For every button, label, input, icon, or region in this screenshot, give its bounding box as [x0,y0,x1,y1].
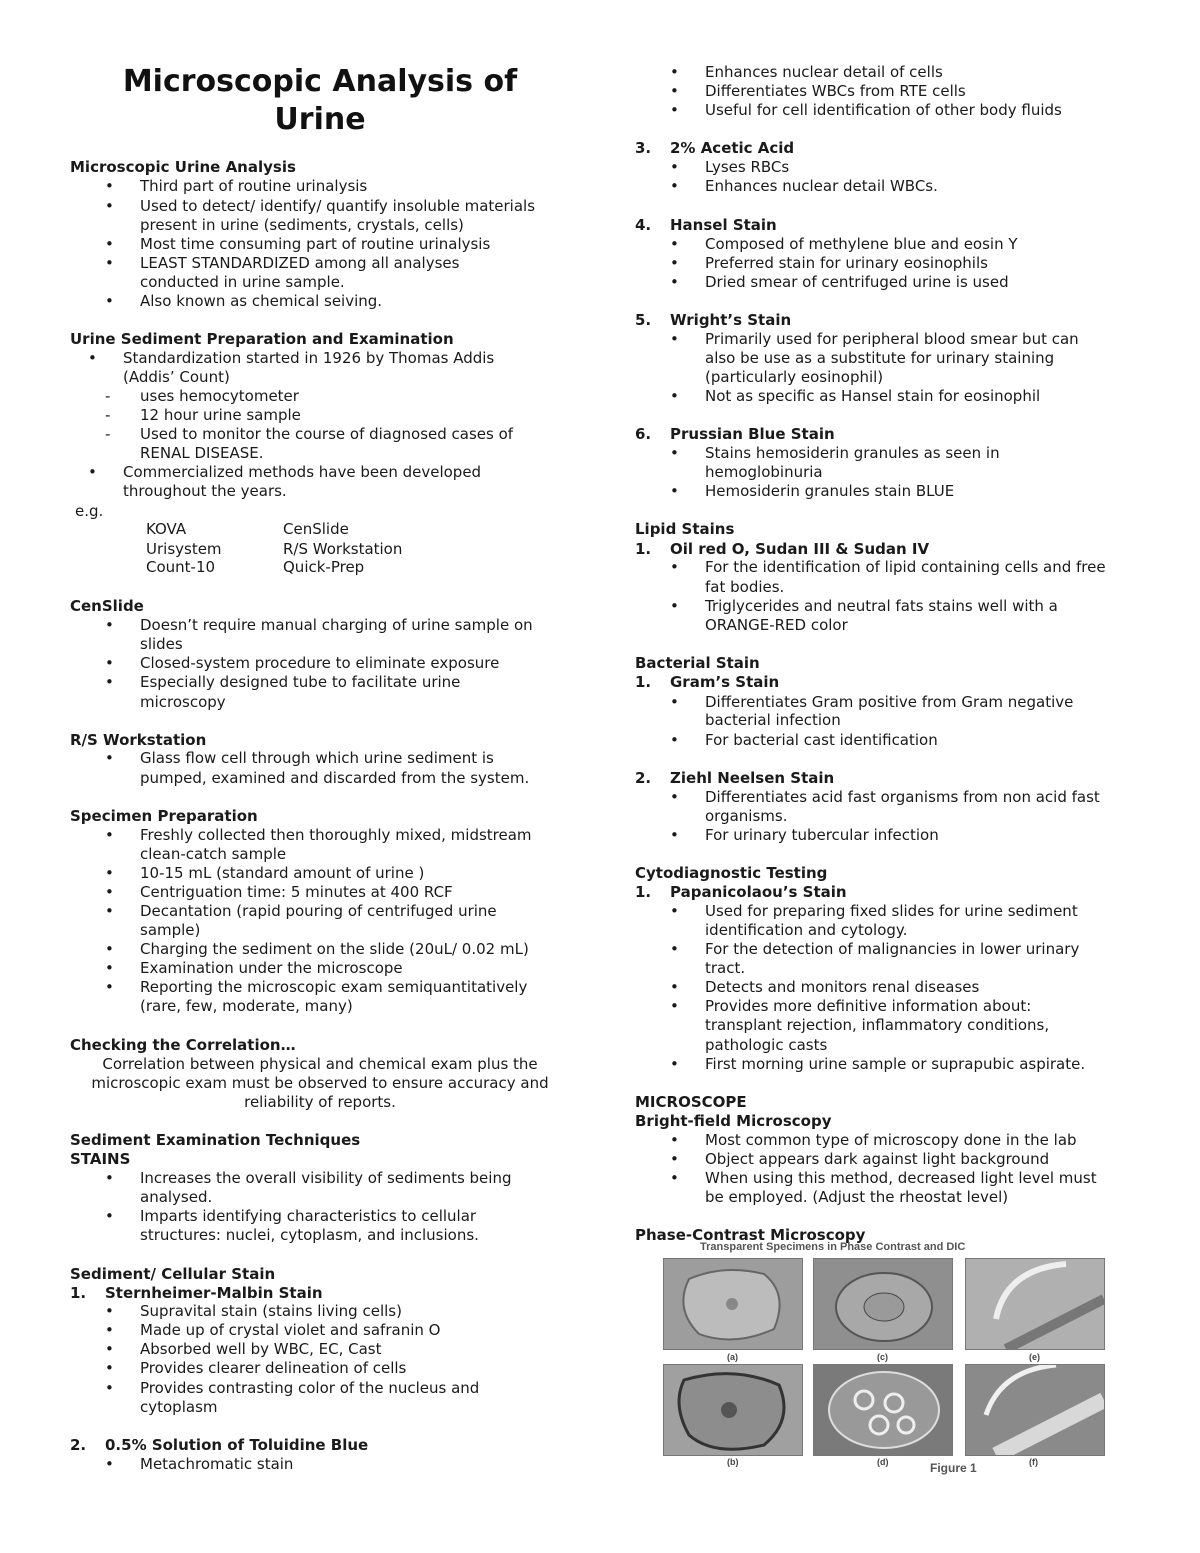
list-item: • Dried smear of centrifuged urine is used [705,273,1009,292]
stain-heading: Ziehl Neelsen Stain [670,769,835,787]
list-item: • Differentiates WBCs from RTE cells [705,82,966,101]
section-heading: Checking the Correlation… [70,1036,296,1054]
list-item: • Made up of crystal violet and safranin O [140,1321,440,1340]
list-item: • For the detection of malignancies in lower urinary [705,940,1079,959]
list-item: • When using this method, decreased light level must [705,1169,1097,1188]
list-item: • Preferred stain for urinary eosinophils [705,254,988,273]
list-item-cont: present in urine (sediments, crystals, cells) [140,216,464,234]
panel-label: (c) [877,1352,888,1362]
list-item-cont: bacterial infection [705,711,841,729]
list-item: • For the identification of lipid containing cells and free [705,558,1106,577]
list-item: • Provides more definitive information about: [705,997,1031,1016]
stain-heading: Gram’s Stain [670,673,780,691]
list-item: • Closed-system procedure to eliminate exposure [140,654,499,673]
list-item: • Reporting the microscopic exam semiquantitatively [140,978,527,997]
list-item: • Third part of routine urinalysis [140,177,367,196]
list-item-cont: cytoplasm [140,1398,218,1416]
list-item: • Provides contrasting color of the nucleus and [140,1379,479,1398]
list-item-cont: structures: nuclei, cytoplasm, and inclusions. [140,1226,479,1244]
section-heading: Urine Sediment Preparation and Examination [70,330,454,348]
section-heading: CenSlide [70,597,144,615]
list-item-cont: microscopy [140,693,226,711]
panel-label: (b) [727,1457,739,1467]
paragraph-line: Correlation between physical and chemical exam plus the [102,1055,538,1073]
figure-footer: Figure 1 [930,1461,977,1475]
list-item-cont: pumped, examined and discarded from the system. [140,769,530,787]
list-item-cont: slides [140,635,183,653]
method-name: KOVA [146,520,187,538]
list-item: • Freshly collected then thoroughly mixed, midstream [140,826,532,845]
list-item: • Used to detect/ identify/ quantify insoluble materials [140,197,535,216]
list-item: • Differentiates acid fast organisms from non acid fast [705,788,1100,807]
list-item-cont: tract. [705,959,746,977]
list-item: • Most time consuming part of routine urinalysis [140,235,490,254]
list-item: - uses hemocytometer [140,387,299,406]
list-item-cont: also be use as a substitute for urinary staining [705,349,1055,367]
list-item: • Especially designed tube to facilitate urine [140,673,460,692]
micrograph-panel [663,1364,803,1456]
list-item: - 12 hour urine sample [140,406,301,425]
panel-label: (e) [1029,1352,1040,1362]
list-item-cont: transplant rejection, inflammatory conditions, [705,1016,1050,1034]
cell-image [966,1259,1104,1349]
micrograph-panel [965,1258,1105,1350]
list-item: • Standardization started in 1926 by Thomas Addis [123,349,494,368]
list-item: • First morning urine sample or suprapubic aspirate. [705,1055,1085,1074]
micrograph-panel [813,1364,953,1456]
subsection-heading: Bright-field Microscopy [635,1112,832,1130]
figure-caption: Transparent Specimens in Phase Contrast and DIC [700,1241,966,1253]
section-heading: Bacterial Stain [635,654,760,672]
method-name: R/S Workstation [283,540,403,558]
list-item: • Enhances nuclear detail WBCs. [705,177,938,196]
phase-contrast-figure [635,1240,1115,1475]
subsection-heading: STAINS [70,1150,131,1168]
list-item-cont: (Addis’ Count) [123,368,230,386]
list-item: • Glass flow cell through which urine sediment is [140,749,494,768]
stain-heading: Sternheimer-Malbin Stain [105,1284,323,1302]
method-name: Count-10 [146,558,216,576]
section-heading: MICROSCOPE [635,1093,747,1111]
list-item-cont: identification and cytology. [705,921,908,939]
list-item: • Triglycerides and neutral fats stains well with a [705,597,1058,616]
list-item: • Useful for cell identification of other body fluids [705,101,1062,120]
list-item: • Most common type of microscopy done in the lab [705,1131,1077,1150]
paragraph-line: reliability of reports. [244,1093,396,1111]
list-number: 1. [70,1284,87,1302]
list-number: 2. [635,769,652,787]
micrograph-panel [813,1258,953,1350]
stain-heading: Hansel Stain [670,216,777,234]
list-item: • Also known as chemical seiving. [140,292,382,311]
stain-heading: 2% Acetic Acid [670,139,795,157]
list-number: 6. [635,425,652,443]
micrograph-panel [663,1258,803,1350]
list-item-cont: fat bodies. [705,578,785,596]
list-item: • Centriguation time: 5 minutes at 400 RCF [140,883,453,902]
list-number: 1. [635,673,652,691]
list-item-cont: ORANGE-RED color [705,616,848,634]
list-item: • Object appears dark against light background [705,1150,1049,1169]
list-item: • LEAST STANDARDIZED among all analyses [140,254,459,273]
list-item-cont: organisms. [705,807,788,825]
list-item: • Stains hemosiderin granules as seen in [705,444,1000,463]
subsection-heading: Phase-Contrast Microscopy [635,1226,866,1244]
list-number: 1. [635,540,652,558]
method-name: Quick-Prep [283,558,365,576]
list-item-cont: RENAL DISEASE. [140,444,264,462]
list-item-cont: pathologic casts [705,1036,828,1054]
list-item: • Charging the sediment on the slide (20uL/ 0.02 mL) [140,940,529,959]
list-item: • Used for preparing fixed slides for urine sediment [705,902,1078,921]
list-item: • Increases the overall visibility of sediments being [140,1169,511,1188]
list-item: • For urinary tubercular infection [705,826,939,845]
stain-heading: 0.5% Solution of Toluidine Blue [105,1436,369,1454]
section-heading: R/S Workstation [70,731,207,749]
cell-image [814,1365,952,1455]
list-item: • For bacterial cast identification [705,731,938,750]
list-item-cont: be employed. (Adjust the rheostat level) [705,1188,1009,1206]
list-number: 2. [70,1436,87,1454]
section-heading: Lipid Stains [635,520,735,538]
method-name: Urisystem [146,540,222,558]
list-item: • Examination under the microscope [140,959,403,978]
list-item: • Detects and monitors renal diseases [705,978,979,997]
list-item: • Metachromatic stain [140,1455,293,1474]
list-item-cont: (particularly eosinophil) [705,368,884,386]
list-item: • Composed of methylene blue and eosin Y [705,235,1018,254]
list-number: 5. [635,311,652,329]
list-item: • Absorbed well by WBC, EC, Cast [140,1340,381,1359]
list-item: • Lyses RBCs [705,158,789,177]
list-item: • Commercialized methods have been developed [123,463,481,482]
list-number: 4. [635,216,652,234]
list-number: 3. [635,139,652,157]
panel-label: (f) [1029,1457,1038,1467]
method-name: CenSlide [283,520,349,538]
list-item: • Primarily used for peripheral blood smear but can [705,330,1079,349]
cell-image [966,1365,1104,1455]
list-item-cont: throughout the years. [123,482,287,500]
list-item: - Used to monitor the course of diagnosed cases of [140,425,513,444]
list-item: • 10-15 mL (standard amount of urine ) [140,864,424,883]
section-heading: Cytodiagnostic Testing [635,864,828,882]
micrograph-panel [965,1364,1105,1456]
section-heading: Specimen Preparation [70,807,258,825]
cell-image [814,1259,952,1349]
stain-heading: Wright’s Stain [670,311,792,329]
list-item: • Hemosiderin granules stain BLUE [705,482,954,501]
list-item: • Not as specific as Hansel stain for eosinophil [705,387,1040,406]
eg-label: e.g. [75,502,104,520]
section-heading: Sediment Examination Techniques [70,1131,361,1149]
list-item-cont: conducted in urine sample. [140,273,345,291]
list-item: • Differentiates Gram positive from Gram negative [705,693,1073,712]
paragraph-line: microscopic exam must be observed to ensure accuracy and [91,1074,549,1092]
list-item: • Supravital stain (stains living cells) [140,1302,402,1321]
list-item: • Enhances nuclear detail of cells [705,63,943,82]
section-heading: Sediment/ Cellular Stain [70,1265,276,1283]
list-item: • Imparts identifying characteristics to cellular [140,1207,476,1226]
stain-heading: Papanicolaou’s Stain [670,883,847,901]
cell-image [664,1365,802,1455]
list-item-cont: sample) [140,921,201,939]
stain-heading: Oil red O, Sudan III & Sudan IV [670,540,930,558]
list-item-cont: hemoglobinuria [705,463,823,481]
list-item: • Doesn’t require manual charging of urine sample on [140,616,533,635]
stain-heading: Prussian Blue Stain [670,425,835,443]
section-heading: Microscopic Urine Analysis [70,158,296,176]
list-item-cont: clean-catch sample [140,845,287,863]
cell-image [664,1259,802,1349]
list-number: 1. [635,883,652,901]
panel-label: (a) [727,1352,738,1362]
list-item: • Decantation (rapid pouring of centrifuged urine [140,902,497,921]
panel-label: (d) [877,1457,889,1467]
list-item-cont: (rare, few, moderate, many) [140,997,353,1015]
list-item-cont: analysed. [140,1188,213,1206]
page-title: Microscopic Analysis of Urine [122,64,518,137]
list-item: • Provides clearer delineation of cells [140,1359,406,1378]
